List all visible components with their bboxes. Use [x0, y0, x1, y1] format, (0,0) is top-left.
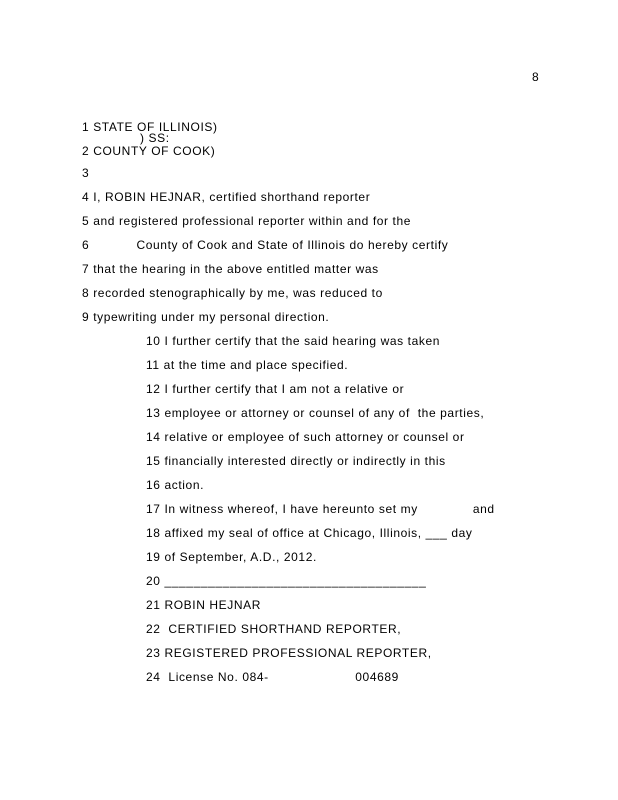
page-number: 8 — [532, 70, 539, 84]
transcript-line-10: 10 I further certify that the said hearing was taken — [146, 334, 441, 348]
transcript-line-17: 17 In witness whereof, I have hereunto set my and — [146, 502, 495, 516]
transcript-line-8: 8 recorded stenographically by me, was reduced to — [82, 286, 383, 300]
transcript-line-15: 15 financially interested directly or indirectly in this — [146, 454, 446, 468]
transcript-line-18: 18 affixed my seal of office at Chicago, Illinois, ___ day — [146, 526, 473, 540]
transcript-line-5: 5 and registered professional reporter within and for the — [82, 214, 412, 228]
transcript-line-22: 22 CERTIFIED SHORTHAND REPORTER, — [146, 622, 402, 636]
transcript-line-7: 7 that the hearing in the above entitled matter was — [82, 262, 379, 276]
transcript-line-19: 19 of September, A.D., 2012. — [146, 550, 317, 564]
transcript-line-21: 21 ROBIN HEJNAR — [146, 598, 262, 612]
transcript-line-11: 11 at the time and place specified. — [146, 358, 349, 372]
transcript-line-13: 13 employee or attorney or counsel of any of the parties, — [146, 406, 485, 420]
transcript-line-2: 2 COUNTY OF COOK) — [82, 144, 216, 158]
transcript-line-20: 20 ____________________________________ — [146, 574, 427, 588]
transcript-line-3: 3 — [82, 166, 90, 180]
transcript-line-12: 12 I further certify that I am not a relative or — [146, 382, 405, 396]
transcript-line-16: 16 action. — [146, 478, 205, 492]
transcript-line-6: 6 County of Cook and State of Illinois do hereby certify — [82, 238, 449, 252]
transcript-line-23: 23 REGISTERED PROFESSIONAL REPORTER, — [146, 646, 432, 660]
transcript-line-14: 14 relative or employee of such attorney or counsel or — [146, 430, 465, 444]
transcript-line-1: 1 STATE OF ILLINOIS) — [82, 120, 218, 134]
ss-mark: ) SS: — [140, 131, 170, 145]
transcript-line-4: 4 I, ROBIN HEJNAR, certified shorthand reporter — [82, 190, 371, 204]
transcript-line-9: 9 typewriting under my personal direction. — [82, 310, 330, 324]
transcript-line-24: 24 License No. 084- 004689 — [146, 670, 399, 684]
